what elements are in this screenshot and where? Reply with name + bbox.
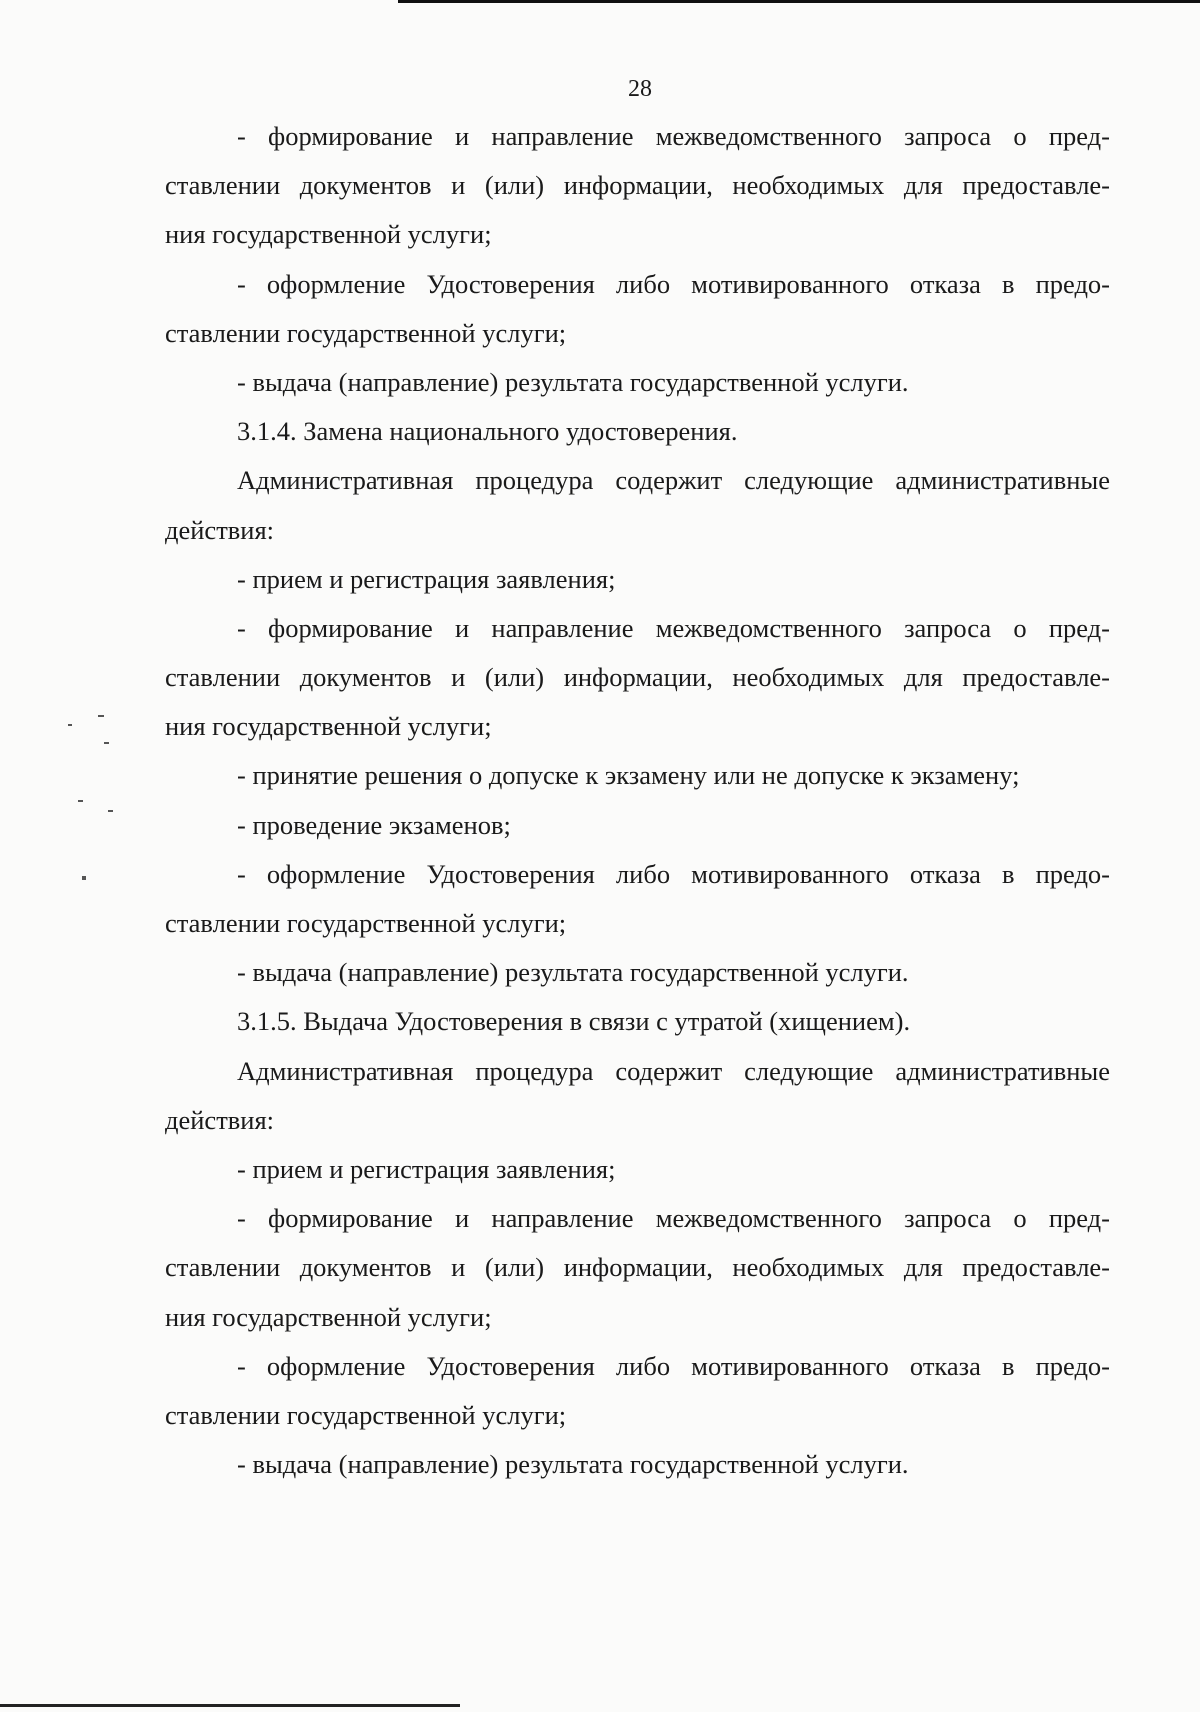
text-line: Административная процедура содержит следующие административные: [237, 465, 1110, 496]
top-border-line: [398, 0, 1200, 3]
text-line: ния государственной услуги;: [165, 711, 492, 742]
text-line: ставлении государственной услуги;: [165, 317, 567, 348]
text-line: 3.1.4. Замена национального удостоверения.: [237, 416, 738, 447]
scan-mark: [82, 876, 86, 880]
text-line: - выдача (направление) результата государственной услуги.: [237, 957, 909, 988]
text-line: Административная процедура содержит следующие административные: [237, 1055, 1110, 1086]
text-line: действия:: [165, 514, 275, 545]
text-line: - оформление Удостоверения либо мотивированного отказа в предо-: [237, 858, 1110, 889]
text-line: - принятие решения о допуске к экзамену или не допуске к экзамену;: [237, 760, 1020, 791]
text-line: ставлении документов и (или) информации, необходимых для предоставле-: [165, 1252, 1110, 1283]
text-line: - формирование и направление межведомственного запроса о пред-: [237, 121, 1110, 151]
text-line: ния государственной услуги;: [165, 1301, 492, 1332]
bottom-border-line: [0, 1704, 460, 1707]
text-line: ставлении документов и (или) информации, необходимых для предоставле-: [165, 170, 1110, 201]
text-line: - оформление Удостоверения либо мотивированного отказа в предо-: [237, 1350, 1110, 1381]
text-line: - проведение экзаменов;: [237, 809, 511, 840]
text-line: - прием и регистрация заявления;: [237, 1153, 616, 1184]
body-text: [165, 112, 1110, 1489]
text-line: - формирование и направление межведомственного запроса о пред-: [237, 612, 1110, 643]
text-line: - оформление Удостоверения либо мотивированного отказа в предо-: [237, 268, 1110, 299]
text-line: действия:: [165, 1104, 275, 1135]
text-line: - выдача (направление) результата государственной услуги.: [237, 1449, 909, 1480]
text-line: - выдача (направление) результата государственной услуги.: [237, 366, 909, 397]
text-line: - прием и регистрация заявления;: [237, 563, 616, 594]
text-line: - формирование и направление межведомственного запроса о пред-: [237, 1203, 1110, 1234]
scan-mark: [98, 715, 104, 717]
text-line: ставлении государственной услуги;: [165, 908, 567, 938]
page-number: 28: [628, 76, 652, 102]
text-line: ставлении государственной услуги;: [165, 1399, 567, 1430]
scan-mark: [108, 810, 113, 812]
text-line: ставлении документов и (или) информации, необходимых для предоставле-: [165, 662, 1110, 693]
scan-mark: [78, 800, 83, 802]
text-line: 3.1.5. Выдача Удостоверения в связи с утратой (хищением).: [237, 1006, 911, 1037]
scan-mark: [68, 724, 72, 726]
scan-mark: [104, 742, 109, 744]
text-line: ния государственной услуги;: [165, 219, 492, 250]
